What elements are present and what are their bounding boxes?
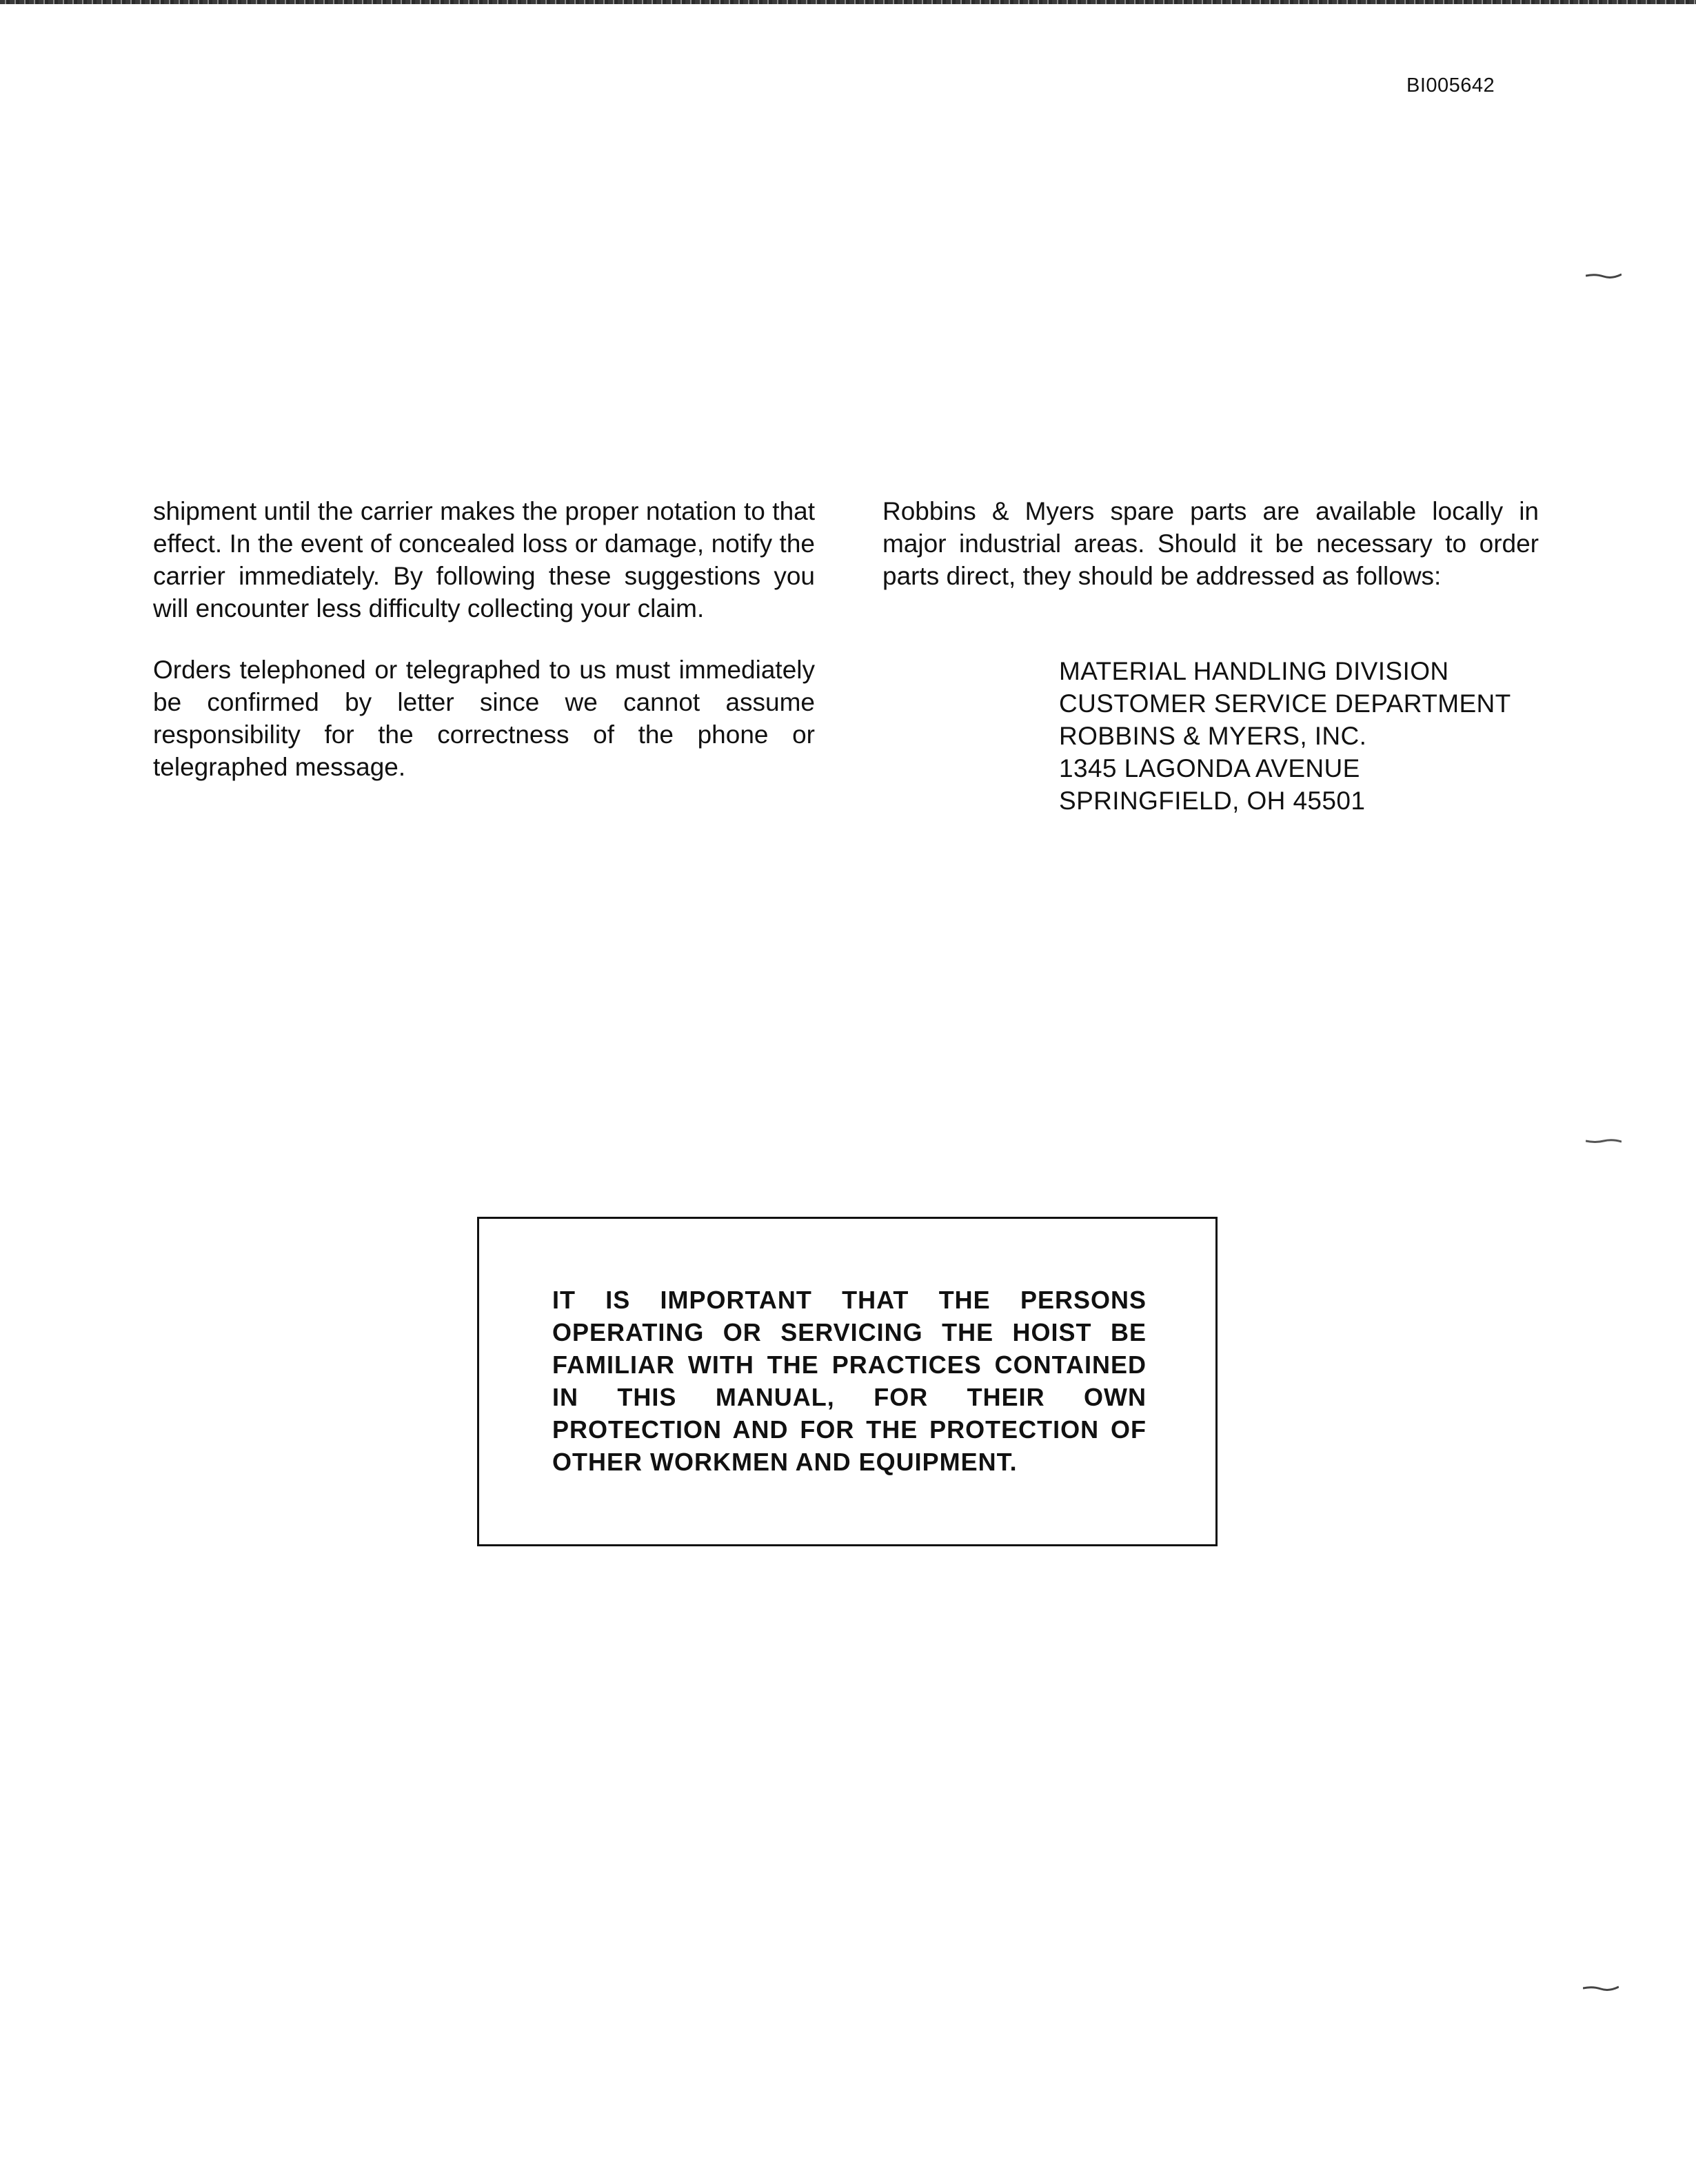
address-line: ROBBINS & MYERS, INC. [1059,722,1367,750]
address-line: CUSTOMER SERVICE DEPARTMENT [1059,689,1511,718]
right-column [882,495,1539,621]
paragraph-orders: Orders telephoned or telegraphed to us must immediately be confirmed by letter since we cannot assume responsibility for the correctness of the phone or telegraphed message. [153,656,815,781]
paragraph-spare-parts: Robbins & Myers spare parts are available locally in major industrial areas. Should it be necessary to order parts direct, they should be addressed as follows: [882,497,1539,590]
binding-mark-top [1586,273,1622,279]
binding-mark-middle [1586,1139,1622,1144]
left-column [153,495,815,812]
safety-notice-box [477,1217,1218,1546]
mailing-address [1059,655,1511,817]
binding-mark-bottom [1583,1985,1619,1991]
address-line: 1345 LAGONDA AVENUE [1059,754,1360,782]
document-id: BI005642 [1406,74,1495,97]
safety-notice-text: IT IS IMPORTANT THAT THE PERSONS OPERATING OR SERVICING THE HOIST BE FAMILIAR WITH THE PRACTICES CONTAINED IN THIS MANUAL, FOR THEIR OWN PROTECTION AND FOR THE PROTECTION OF OTHER WORKMEN AND EQUIPMENT. [552,1286,1147,1476]
paragraph-claim: shipment until the carrier makes the proper notation to that effect. In the event of concealed loss or damage, notify the carrier immediately. By following these suggestions you will encounter less difficulty collecting your claim. [153,497,815,623]
address-line: SPRINGFIELD, OH 45501 [1059,787,1366,815]
scan-top-edge [0,0,1696,4]
address-line: MATERIAL HANDLING DIVISION [1059,657,1449,685]
